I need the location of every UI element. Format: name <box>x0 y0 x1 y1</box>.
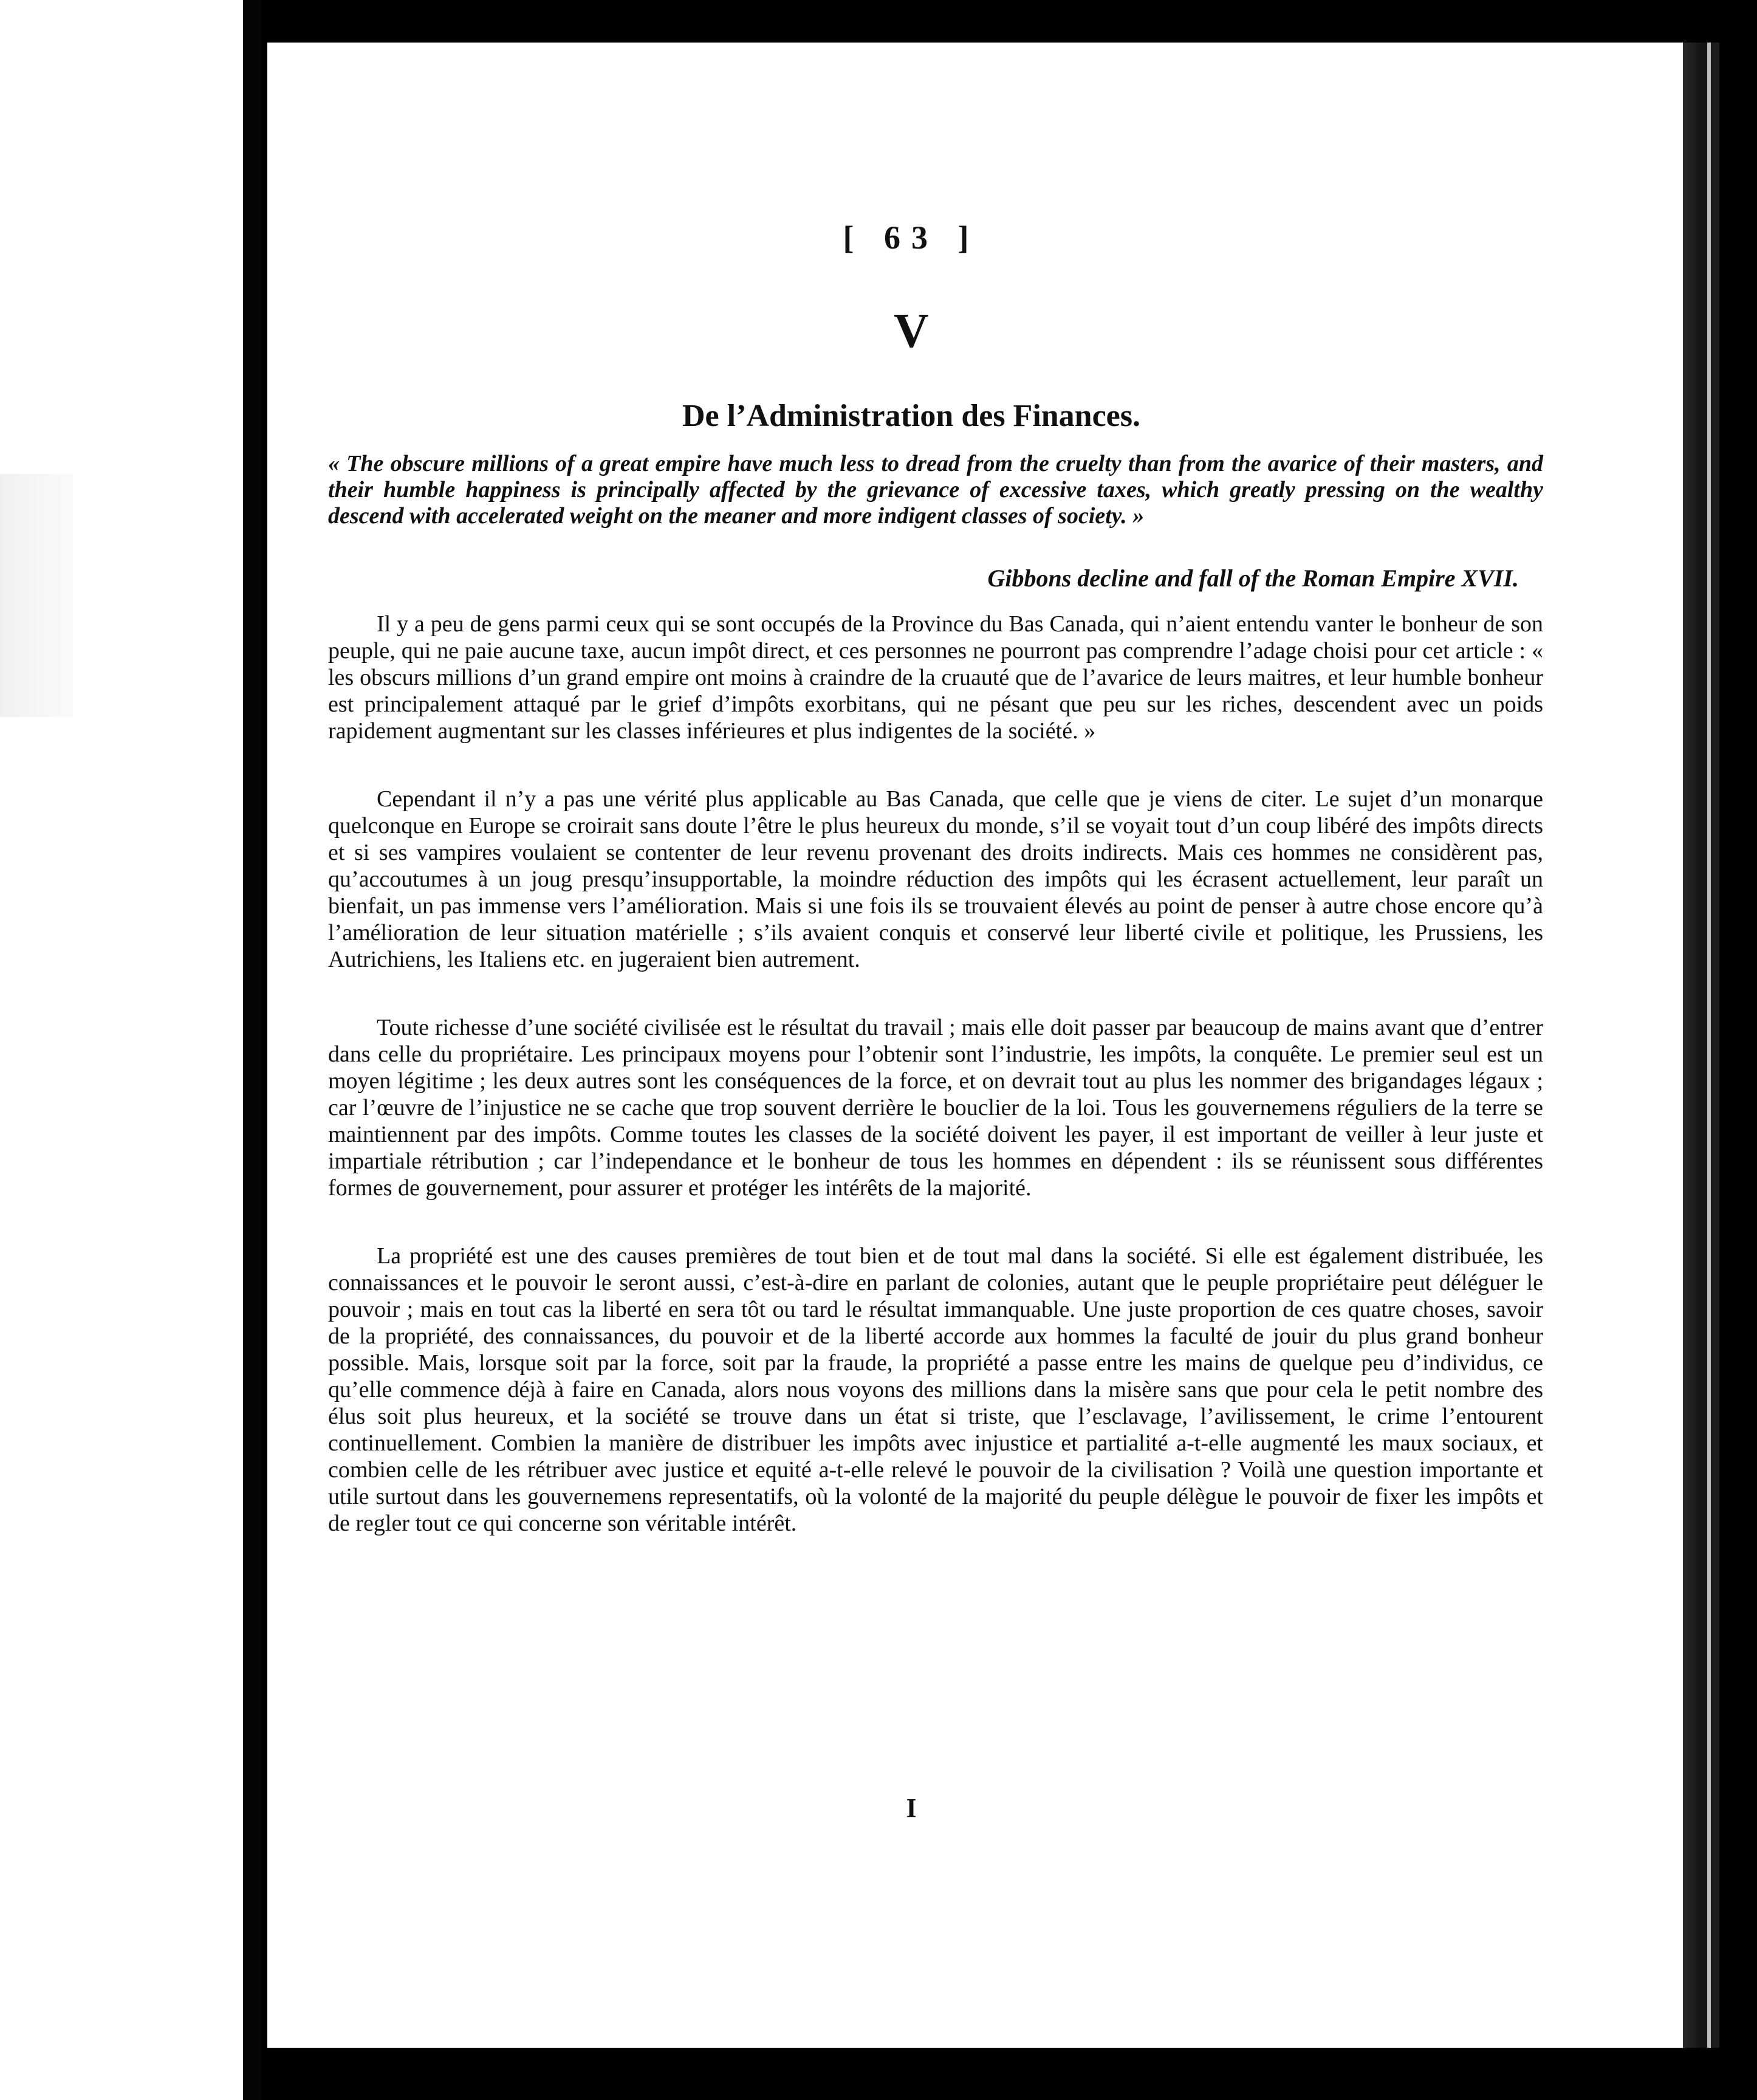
facing-page <box>0 0 243 2100</box>
page-number: [ 63 ] <box>843 219 980 256</box>
page-edge <box>1683 43 1719 2048</box>
paragraph: Il y a peu de gens parmi ceux qui se sont occupés de la Province du Bas Canada, qui n’aient entendu vanter le bonheur de son peuple, qui ne paie aucune taxe, aucun impôt direct, et ces personnes ne pourront pas comprendre l’adage choisi pour cet article : « les obscurs millions d’un grand empire ont moins à craindre de la cruauté que de l’avarice de leurs maitres, et leur humble bonheur est principalement attaqué par le grief d’impôts exorbitans, qui ne pésant que peu sur les riches, descendent avec un poids rapidement augmentant sur les classes inférieures et plus indigentes de la société. » <box>328 611 1543 744</box>
epigraph: « The obscure millions of a great empire have much less to dread from the cruelty than from the avarice of their masters, and their humble happiness is principally affected by the grievance of excessive taxes, which greatly pressing on the wealthy descend with accelerated weight on the meaner and more indigent classes of society. » <box>328 451 1543 529</box>
chapter-numeral: V <box>894 304 929 358</box>
epigraph-source: Gibbons decline and fall of the Roman Empire XVII. <box>987 564 1519 592</box>
document-page <box>267 43 1683 2048</box>
signature-mark: I <box>906 1793 917 1823</box>
paragraph: Cependant il n’y a pas une vérité plus applicable au Bas Canada, que celle que je viens de citer. Le sujet d’un monarque quelconque en Europe se croirait sans doute l’être le plus heureux du monde, s’il se voyait tout d’un coup libéré des impôts directs et si ses vampires voulaient se contenter de leur revenu provenant des droits indirects. Mais ces hommes ne considèrent pas, qu’accoutumes à un joug presqu’insupportable, la moindre réduction des impôts qui les écrasent actuellement, leur paraît un bienfait, un pas immense vers l’amélioration. Mais si une fois ils se trouvaient élevés au point de penser à autre chose encore qu’à l’amélioration de leur situation matérielle ; s’ils avaient conquis et conservé leur liberté civile et politique, les Prussiens, les Autrichiens, les Italiens etc. en jugeraient bien autrement. <box>328 786 1543 972</box>
book-gutter <box>243 0 261 2100</box>
facing-page-bleed <box>0 474 73 717</box>
section-title: De l’Administration des Finances. <box>682 399 1140 433</box>
paragraph: Toute richesse d’une société civilisée est le résultat du travail ; mais elle doit passer par beaucoup de mains avant que d’entrer dans celle du propriétaire. Les principaux moyens pour l’obtenir sont l’industrie, les impôts, la conquête. Le premier seul est un moyen légitime ; les deux autres sont les conséquences de la force, et on devrait tout au plus les nommer des brigandages légaux ; car l’œuvre de l’injustice ne se cache que trop souvent derrière le bouclier de la loi. Tous les gouvernemens réguliers de la terre se maintiennent par des impôts. Comme toutes les classes de la société doivent les payer, il est important de veiller à leur juste et impartiale rétribution ; car l’independance et le bonheur de tous les hommes en dépendent : ils se réunissent sous différentes formes de gouvernement, pour assurer et protéger les intérêts de la majorité. <box>328 1015 1543 1201</box>
body-text <box>328 611 1543 1578</box>
paragraph: La propriété est une des causes premières de tout bien et de tout mal dans la société. Si elle est également distribuée, les connaissances et le pouvoir le seront aussi, c’est-à-dire en parlant de colonies, autant que le peuple propriétaire peut déléguer le pouvoir ; mais en tout cas la liberté en sera tôt ou tard le résultat immanquable. Une juste proportion de ces quatre choses, savoir de la propriété, des connaissances, du pouvoir et de la liberté accorde aux hommes la faculté de jouir du plus grand bonheur possible. Mais, lorsque soit par la force, soit par la fraude, la propriété a passe entre les mains de quelque peu d’individus, ce qu’elle commence déjà à faire en Canada, alors nous voyons des millions dans la misère sans que pour cela le petit nombre des élus soit plus heureux, et la société se trouve dans un état si triste, que l’esclavage, l’avilissement, le crime l’entourent continuellement. Combien la manière de distribuer les impôts avec injustice et partialité a-t-elle augmenté les maux sociaux, et combien celle de les rétribuer avec justice et equité a-t-elle relevé le pouvoir de la civilisation ? Voilà une question importante et utile surtout dans les gouvernemens representatifs, où la volonté de la majorité du peuple délègue le pouvoir de fixer les impôts et de regler tout ce qui concerne son véritable intérêt. <box>328 1243 1543 1536</box>
